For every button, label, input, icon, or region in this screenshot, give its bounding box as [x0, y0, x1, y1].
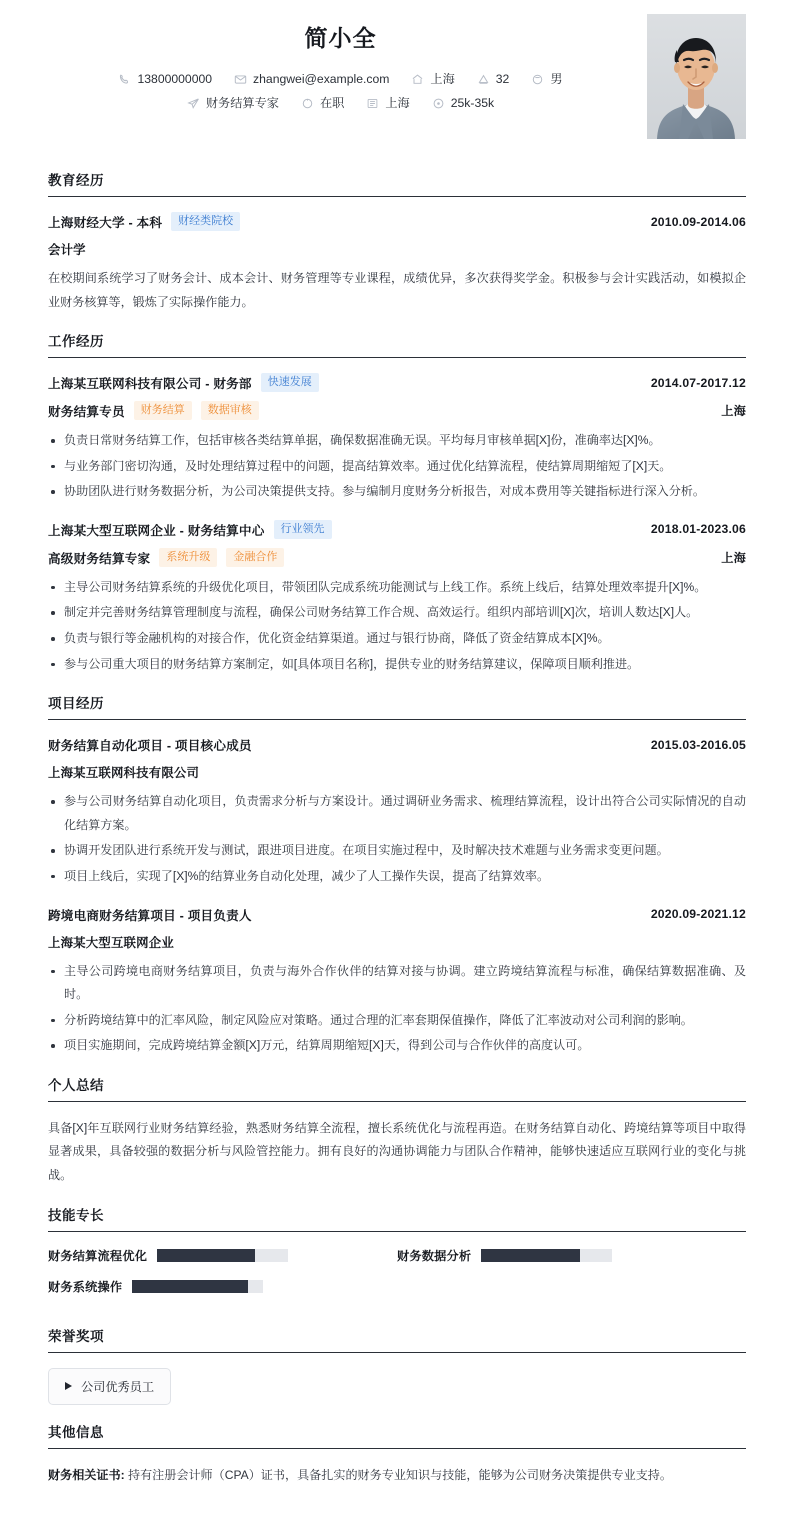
- project-bullets: [48, 960, 746, 1058]
- list-item: 与业务部门密切沟通，及时处理结算过程中的问题，提高结算效率。通过优化结算流程，使结算周期缩短了[X]天。: [48, 455, 746, 479]
- honor-label: 公司优秀员工: [81, 1379, 155, 1394]
- skills-grid: [48, 1247, 746, 1309]
- header-main: [48, 14, 633, 121]
- other-info-row: [48, 1464, 746, 1487]
- section-title-honors: 荣誉奖项: [48, 1325, 746, 1353]
- contact-age-text: 32: [495, 72, 510, 87]
- work-role-tag: 财务结算: [134, 401, 192, 420]
- list-item: 分析跨境结算中的汇率风险，制定风险应对策略。通过合理的汇率套期保值操作，降低了汇率波动对公司利润的影响。: [48, 1009, 746, 1033]
- work-company-tag: 快速发展: [261, 373, 319, 392]
- mail-icon: [234, 73, 247, 86]
- city-icon: [366, 97, 379, 110]
- work-bullets: [48, 576, 746, 676]
- age-icon: [477, 73, 490, 86]
- work-entry-left: [48, 520, 332, 539]
- contact-home: [411, 73, 454, 86]
- work-role-row: [48, 548, 746, 567]
- play-triangle-icon: [65, 1382, 72, 1390]
- work-entry-left: [48, 373, 319, 392]
- section-education: [48, 169, 746, 314]
- project-entry: [48, 905, 746, 1058]
- contact-age: [477, 73, 510, 86]
- summary-text: 具备[X]年互联网行业财务结算经验，熟悉财务结算全流程，擅长系统优化与流程再造。在财务结算自动化、跨境结算等项目中取得显著成果，具备较强的数据分析与风险管控能力。拥有良好的沟通协调能力与团队合作精神，能够快速适应互联网行业的变化与挑战。: [48, 1120, 746, 1182]
- work-role-row: [48, 401, 746, 420]
- skill-label: 财务数据分析: [397, 1248, 472, 1263]
- contact-row-secondary: [48, 97, 633, 110]
- section-title-education: 教育经历: [48, 169, 746, 197]
- section-summary: [48, 1074, 746, 1188]
- list-item: 协调开发团队进行系统开发与测试，跟进项目进度。在项目实施过程中，及时解决技术难题与业务需求变更问题。: [48, 839, 746, 863]
- education-entry-header: [48, 212, 746, 231]
- honor-list: [48, 1368, 746, 1405]
- education-entry-left: [48, 212, 240, 231]
- work-date: 2018.01-2023.06: [650, 522, 746, 537]
- list-item: 主导公司财务结算系统的升级优化项目，带领团队完成系统功能测试与上线工作。系统上线后，结算处理效率提升[X]%。: [48, 576, 746, 600]
- work-role-tag: 系统升级: [159, 548, 217, 567]
- project-name: 财务结算自动化项目 - 项目核心成员: [48, 739, 252, 754]
- project-entry-left: [48, 905, 252, 924]
- contact-phone-text: 13800000000: [137, 72, 213, 87]
- education-description: 在校期间系统学习了财务会计、成本会计、财务管理等专业课程，成绩优异，多次获得奖学金。积极参与会计实践活动，如模拟企业财务核算等，锻炼了实际操作能力。: [48, 271, 746, 309]
- home-icon: [411, 73, 424, 86]
- skill-progress-track: [157, 1249, 288, 1262]
- skill-progress-fill: [481, 1249, 579, 1262]
- work-bullets: [48, 429, 746, 504]
- contact-email-text: zhangwei@example.com: [253, 72, 390, 87]
- status-icon: [301, 97, 314, 110]
- section-other: [48, 1421, 746, 1487]
- work-role-tag: 数据审核: [201, 401, 259, 420]
- skill-progress-track: [481, 1249, 612, 1262]
- send-icon: [187, 97, 200, 110]
- list-item: 主导公司跨境电商财务结算项目，负责与海外合作伙伴的结算对接与协调。建立跨境结算流程与标准，确保结算数据准确、及时。: [48, 960, 746, 1007]
- section-title-skills: 技能专长: [48, 1204, 746, 1232]
- other-info-text: 持有注册会计师（CPA）证书，具备扎实的财务专业知识与技能，能够为公司财务决策提供专业支持。: [127, 1467, 672, 1482]
- section-title-work: 工作经历: [48, 330, 746, 358]
- contact-home-text: 上海: [430, 72, 455, 87]
- project-company: 上海某互联网科技有限公司: [48, 766, 200, 781]
- work-role-left: [48, 401, 259, 420]
- project-date: 2015.03-2016.05: [650, 737, 746, 752]
- contact-salary-text: 25k-35k: [450, 96, 495, 111]
- skill-label: 财务系统操作: [48, 1279, 123, 1294]
- work-company: 上海某互联网科技有限公司 - 财务部: [48, 377, 252, 392]
- skill-item: [48, 1278, 397, 1295]
- contact-gender-text: 男: [550, 72, 563, 87]
- section-skills: [48, 1204, 746, 1309]
- contact-row-primary: [48, 73, 633, 86]
- education-major: 会计学: [48, 243, 86, 257]
- work-company-tag: 行业领先: [274, 520, 332, 539]
- work-entry-header: [48, 520, 746, 539]
- list-item: 制定并完善财务结算管理制度与流程，确保公司财务结算工作合规、高效运行。组织内部培训[X]次，培训人数达[X]人。: [48, 601, 746, 625]
- contact-position: [187, 97, 279, 110]
- work-date: 2014.07-2017.12: [650, 375, 746, 390]
- work-role: 财务结算专员: [48, 405, 125, 420]
- contact-gender: [531, 73, 562, 86]
- contact-status-text: 在职: [320, 96, 345, 111]
- contact-salary: [432, 97, 494, 110]
- contact-phone: [118, 73, 212, 86]
- project-entry-header: [48, 905, 746, 924]
- skill-progress-fill: [157, 1249, 255, 1262]
- skill-item: [397, 1247, 746, 1264]
- skill-progress-track: [132, 1280, 263, 1293]
- contact-status: [301, 97, 344, 110]
- section-title-summary: 个人总结: [48, 1074, 746, 1102]
- section-work: [48, 330, 746, 676]
- project-company: 上海某大型互联网企业: [48, 935, 174, 950]
- list-item: 项目上线后，实现了[X]%的结算业务自动化处理，减少了人工操作失误，提高了结算效率。: [48, 865, 746, 889]
- work-company: 上海某大型互联网企业 - 财务结算中心: [48, 523, 265, 538]
- contact-email: [234, 73, 389, 86]
- list-item: 负责日常财务结算工作，包括审核各类结算单据，确保数据准确无误。平均每月审核单据[X]份，准确率达[X]%。: [48, 429, 746, 453]
- section-title-other: 其他信息: [48, 1421, 746, 1449]
- project-entry: [48, 735, 746, 888]
- education-entry: [48, 212, 746, 314]
- avatar: [647, 14, 746, 139]
- project-bullets: [48, 790, 746, 888]
- contact-city: [366, 97, 409, 110]
- salary-icon: [432, 97, 445, 110]
- project-name: 跨境电商财务结算项目 - 项目负责人: [48, 908, 252, 923]
- project-entry-header: [48, 735, 746, 754]
- work-location: 上海: [721, 550, 746, 565]
- education-date: 2010.09-2014.06: [650, 214, 746, 229]
- education-tag: 财经类院校: [171, 212, 240, 231]
- work-role-tag: 金融合作: [226, 548, 284, 567]
- other-info-label: 财务相关证书:: [48, 1467, 125, 1482]
- work-role-left: [48, 548, 284, 567]
- education-school: 上海财经大学 - 本科: [48, 216, 163, 230]
- resume-header: [48, 0, 746, 153]
- work-entry: [48, 373, 746, 504]
- list-item: 项目实施期间，完成跨境结算金额[X]万元，结算周期缩短[X]天，得到公司与合作伙伴的高度认可。: [48, 1034, 746, 1058]
- list-item: 协助团队进行财务数据分析，为公司决策提供支持。参与编制月度财务分析报告，对成本费用等关键指标进行深入分析。: [48, 480, 746, 504]
- skill-label: 财务结算流程优化: [48, 1248, 148, 1263]
- skill-item: [48, 1247, 397, 1264]
- section-title-projects: 项目经历: [48, 692, 746, 720]
- work-role: 高级财务结算专家: [48, 551, 151, 566]
- honor-chip[interactable]: [48, 1368, 171, 1405]
- phone-icon: [118, 73, 131, 86]
- page-title: 简小全: [304, 25, 377, 51]
- work-location: 上海: [721, 404, 746, 419]
- gender-icon: [531, 73, 544, 86]
- project-date: 2020.09-2021.12: [650, 907, 746, 922]
- profile-photo: [647, 14, 746, 139]
- work-entry: [48, 520, 746, 676]
- section-honors: [48, 1325, 746, 1405]
- section-projects: [48, 692, 746, 1058]
- work-entry-header: [48, 373, 746, 392]
- skill-progress-fill: [132, 1280, 247, 1293]
- contact-position-text: 财务结算专家: [205, 96, 279, 111]
- list-item: 负责与银行等金融机构的对接合作，优化资金结算渠道。通过与银行协商，降低了资金结算成本[X]%。: [48, 627, 746, 651]
- contact-city-text: 上海: [385, 96, 410, 111]
- list-item: 参与公司财务结算自动化项目，负责需求分析与方案设计。通过调研业务需求、梳理结算流程，设计出符合公司实际情况的自动化结算方案。: [48, 790, 746, 837]
- list-item: 参与公司重大项目的财务结算方案制定，如[具体项目名称]，提供专业的财务结算建议，保障项目顺利推进。: [48, 653, 746, 677]
- project-entry-left: [48, 735, 252, 754]
